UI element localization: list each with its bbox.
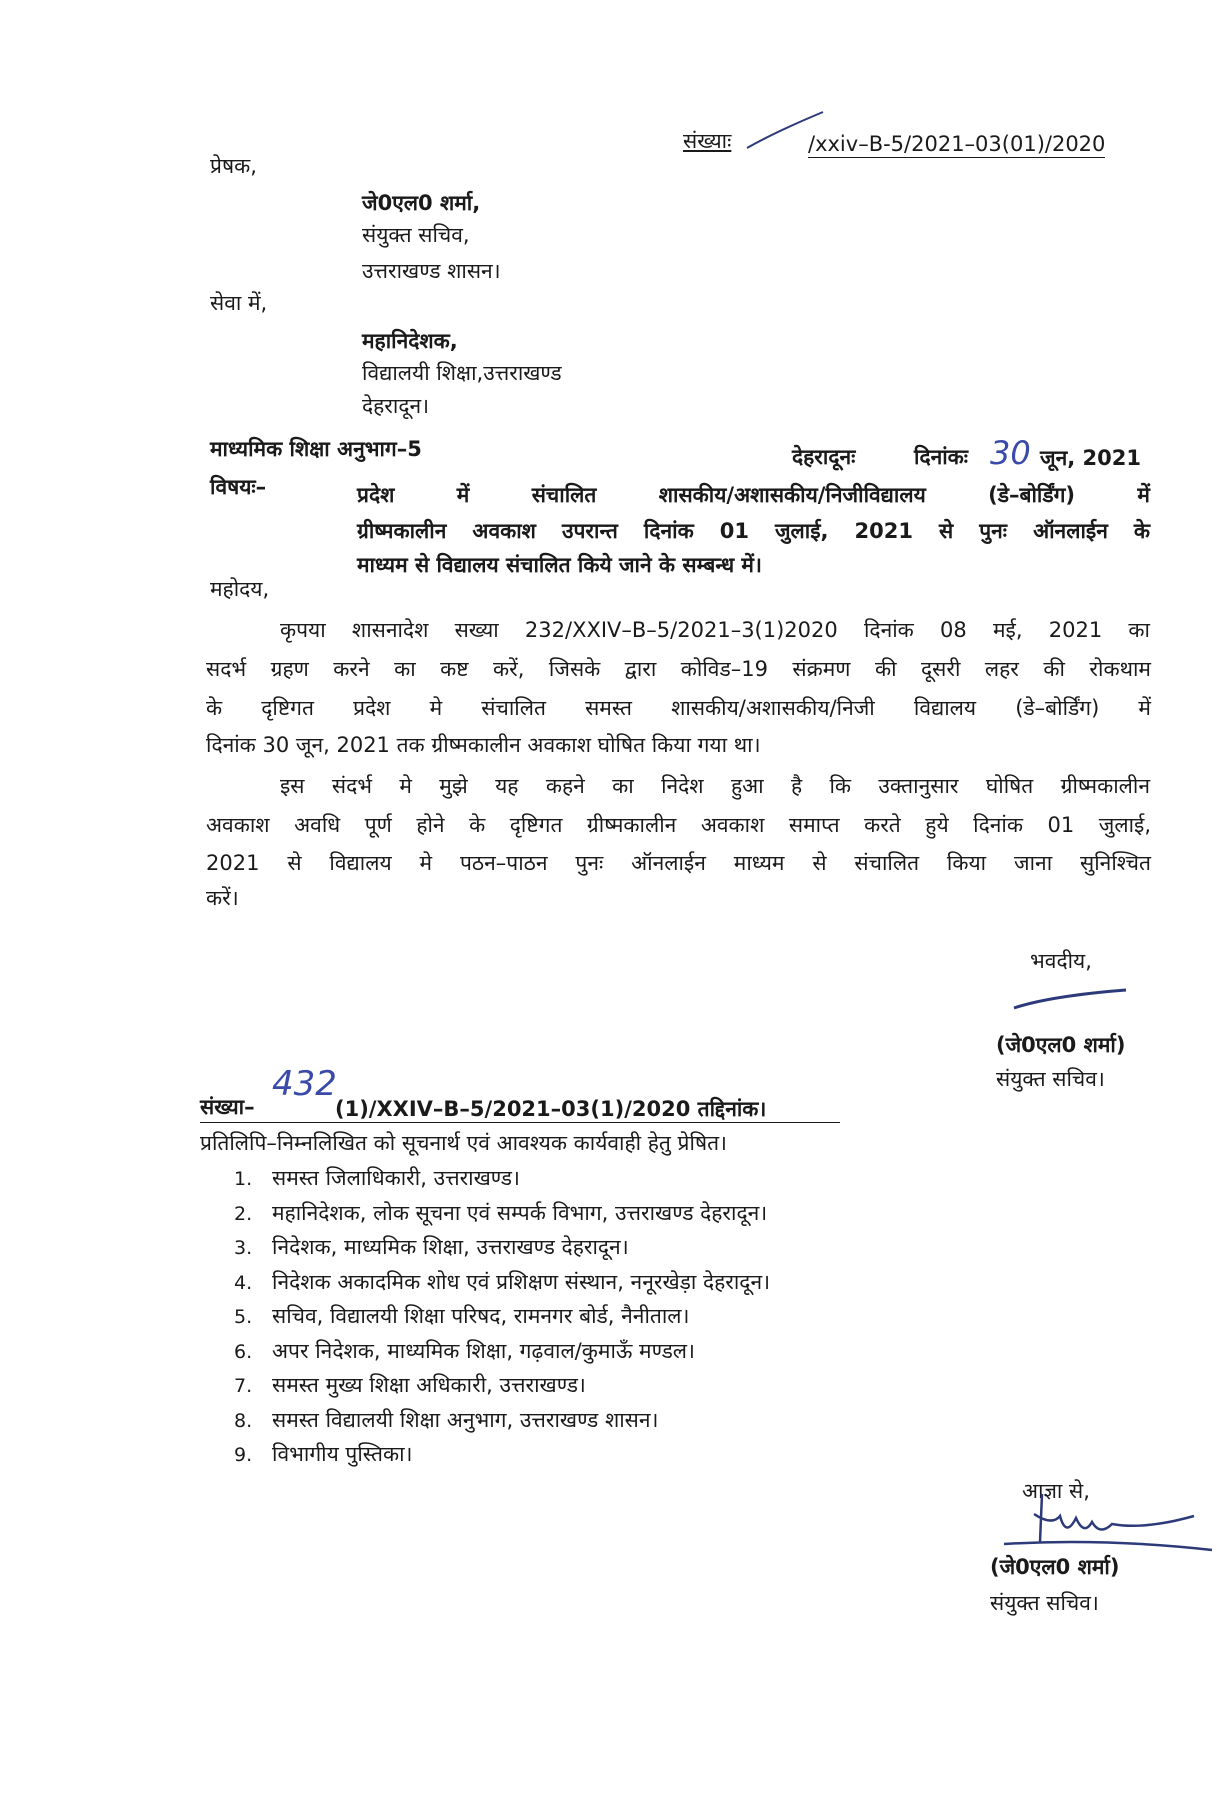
closing-designation: संयुक्त सचिव। bbox=[996, 1067, 1105, 1091]
sender-designation: संयुक्त सचिव, bbox=[362, 223, 470, 247]
list-item-text: निदेशक अकादमिक शोध एवं प्रशिक्षण संस्थान, ननूरखेड़ा देहरादून। bbox=[272, 1270, 771, 1294]
section-name: माध्यमिक शिक्षा अनुभाग–5 bbox=[210, 437, 422, 461]
order-label: आज्ञा से, bbox=[1022, 1479, 1090, 1503]
list-item-text: विभागीय पुस्तिका। bbox=[272, 1442, 413, 1466]
para2-line-2: अवकाश अवधि पूर्ण होने के दृष्टिगत ग्रीष्मकालीन अवकाश समाप्त करते हुये दिनांक 01 जुलाई, bbox=[206, 813, 1151, 837]
list-item-number: 8. bbox=[234, 1410, 253, 1432]
list-item-text: समस्त विद्यालयी शिक्षा अनुभाग, उत्तराखण्ड शासन। bbox=[272, 1408, 659, 1432]
sender-office: उत्तराखण्ड शासन। bbox=[362, 259, 501, 283]
reference-number: /xxiv–B-5/2021–03(01)/2020 bbox=[808, 132, 1106, 156]
para1-line-2: सदर्भ ग्रहण करने का कष्ट करें, जिसके द्वारा कोविड–19 संक्रमण की दूसरी लहर की रोकथाम bbox=[206, 657, 1151, 681]
complimentary-close: भवदीय, bbox=[1030, 949, 1092, 973]
recipient-name: महानिदेशक, bbox=[362, 329, 458, 353]
para2-line-3: 2021 से विद्यालय मे पठन–पाठन पुनः ऑनलाईन माध्यम से संचालित किया जाना सुनिश्चित bbox=[206, 851, 1151, 875]
subject-line-1: प्रदेश में संचालित शासकीय/अशासकीय/निजीविद्यालय (डे–बोर्डिंग) में bbox=[357, 483, 1150, 507]
list-item-text: निदेशक, माध्यमिक शिक्षा, उत्तराखण्ड देहरादून। bbox=[272, 1235, 629, 1259]
para1-line-3: के दृष्टिगत प्रदेश मे संचालित समस्त शासकीय/अशासकीय/निजी विद्यालय (डे–बोर्डिंग) में bbox=[206, 696, 1151, 720]
list-item-number: 3. bbox=[234, 1237, 253, 1259]
list-item-text: सचिव, विद्यालयी शिक्षा परिषद, रामनगर बोर्ड, नैनीताल। bbox=[272, 1304, 690, 1328]
para1-line-4: दिनांक 30 जून, 2021 तक ग्रीष्मकालीन अवकाश घोषित किया गया था। bbox=[206, 733, 761, 757]
sender-label: प्रेषक, bbox=[210, 154, 257, 178]
list-item-text: समस्त जिलाधिकारी, उत्तराखण्ड। bbox=[272, 1166, 520, 1190]
endorsement-ref-handwritten: 432 bbox=[272, 1064, 337, 1104]
list-item-number: 4. bbox=[234, 1272, 253, 1294]
list-item-text: अपर निदेशक, माध्यमिक शिक्षा, गढ़वाल/कुमाऊँ मण्डल। bbox=[272, 1339, 696, 1363]
list-item-number: 6. bbox=[234, 1341, 253, 1363]
list-item-text: समस्त मुख्य शिक्षा अधिकारी, उत्तराखण्ड। bbox=[272, 1373, 586, 1397]
recipient-line2: विद्यालयी शिक्षा,उत्तराखण्ड bbox=[362, 361, 562, 385]
list-item-number: 5. bbox=[234, 1306, 253, 1328]
date-day-handwritten: 30 bbox=[990, 434, 1031, 472]
subject-label: विषयः– bbox=[210, 475, 267, 499]
date-month-year: जून, 2021 bbox=[1040, 446, 1141, 470]
list-item-number: 7. bbox=[234, 1375, 253, 1397]
endorsement-ref-underline bbox=[200, 1122, 840, 1123]
list-item-number: 9. bbox=[234, 1444, 253, 1466]
para2-line-4: करें। bbox=[206, 886, 239, 910]
reference-label: संख्याः bbox=[683, 129, 732, 153]
subject-line-3: माध्यम से विद्यालय संचालित किये जाने के सम्बन्ध में। bbox=[357, 553, 762, 577]
endorsement-name: (जे0एल0 शर्मा) bbox=[990, 1555, 1120, 1579]
list-item-text: महानिदेशक, लोक सूचना एवं सम्पर्क विभाग, उत्तराखण्ड देहरादून। bbox=[272, 1201, 768, 1225]
list-item-number: 1. bbox=[234, 1168, 253, 1190]
endorsement-intro: प्रतिलिपि–निम्नलिखित को सूचनार्थ एवं आवश्यक कार्यवाही हेतु प्रेषित। bbox=[200, 1131, 728, 1155]
salutation: महोदय, bbox=[210, 577, 270, 601]
endorsement-ref-rest: (1)/XXIV–B–5/2021–03(1)/2020 तद्दिनांक। bbox=[335, 1097, 767, 1121]
date-label: दिनांकः bbox=[914, 445, 969, 469]
place: देहरादूनः bbox=[792, 445, 856, 469]
endorsement-designation: संयुक्त सचिव। bbox=[990, 1591, 1099, 1615]
endorsement-signature bbox=[994, 1486, 1216, 1556]
closing-name: (जे0एल0 शर्मा) bbox=[996, 1033, 1126, 1057]
endorsement-ref-label: संख्या– bbox=[200, 1095, 255, 1119]
list-item-number: 2. bbox=[234, 1203, 253, 1225]
para1-line-1: कृपया शासनादेश सख्या 232/XXIV–B–5/2021–3(1)2020 दिनांक 08 मई, 2021 का bbox=[280, 618, 1150, 642]
para2-line-1: इस संदर्भ मे मुझे यह कहने का निदेश हुआ है कि उक्तानुसार घोषित ग्रीष्मकालीन bbox=[280, 774, 1150, 798]
signature-mark bbox=[1010, 982, 1130, 1012]
sender-name: जे0एल0 शर्मा, bbox=[362, 191, 481, 215]
recipient-line3: देहरादून। bbox=[362, 394, 430, 418]
recipient-label: सेवा में, bbox=[210, 291, 268, 315]
subject-line-2: ग्रीष्मकालीन अवकाश उपरान्त दिनांक 01 जुलाई, 2021 से पुनः ऑनलाईन के bbox=[357, 519, 1150, 543]
